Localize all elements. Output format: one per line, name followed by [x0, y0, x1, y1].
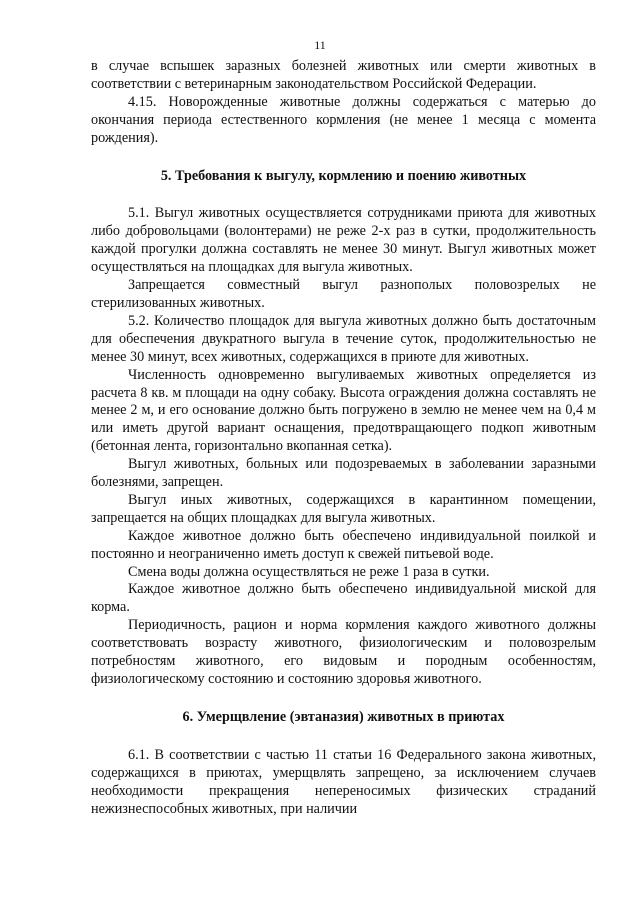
paragraph: Выгул животных, больных или подозреваемых в заболевании заразными болезнями, запрещен.	[91, 456, 596, 491]
paragraph: Каждое животное должно быть обеспечено индивидуальной поилкой и постоянно и неограниченно иметь доступ к свежей питьевой воде.	[91, 527, 596, 562]
paragraph: в случае вспышек заразных болезней животных или смерти животных в соответствии с ветеринарным законодательством Российской Федерации.	[91, 58, 596, 92]
paragraph: Периодичность, рацион и норма кормления каждого животного должны соответствовать возрасту животного, физиологическим и половозрелым потребностям животного, его видовым и породным особенностям, физиологическому состоянию и состоянию здоровья животного.	[91, 617, 596, 687]
paragraph: 4.15. Новорожденные животные должны содержаться с матерью до окончания периода естественного кормления (не менее 1 месяца с момента рождения).	[91, 93, 596, 146]
paragraph: 5.1. Выгул животных осуществляется сотрудниками приюта для животных либо добровольцами (волонтерами) не реже 2-х раз в сутки, продолжительность каждой прогулки должна составлять не менее 30 минут. Выгул животных может осуществляться на площадках для выгула животных.	[91, 205, 596, 276]
page-number: 11	[314, 38, 326, 52]
paragraph: 6.1. В соответствии с частью 11 статьи 16 Федерального закона животных, содержащихся в приютах, умерщвлять запрещено, за исключением случаев необходимости прекращения непереносимых физических страданий нежизнеспособных животных, при наличии	[91, 746, 596, 817]
paragraph: Каждое животное должно быть обеспечено индивидуальной миской для корма.	[91, 581, 596, 616]
paragraph: 5.2. Количество площадок для выгула животных должно быть достаточным для обеспечения двукратного выгула в течение суток, продолжительностью не менее 30 минут, всех животных, содержащихся в приюте для животных.	[91, 312, 596, 365]
document-body	[91, 58, 596, 818]
paragraph: Выгул иных животных, содержащихся в карантинном помещении, запрещается на общих площадках для выгула животных.	[91, 491, 596, 526]
paragraph: Запрещается совместный выгул разнополых половозрелых не стерилизованных животных.	[91, 277, 596, 311]
section-6-heading: 6. Умерщвление (эвтаназия) животных в приютах	[182, 708, 505, 725]
section-5-heading: 5. Требования к выгулу, кормлению и поению животных	[160, 167, 527, 184]
paragraph: Численность одновременно выгуливаемых животных определяется из расчета 8 кв. м площади на одну собаку. Высота ограждения должна составлять не менее 2 м, и его основание должно быть погружено в землю не менее чем на 0,4 м или иметь другой вариант оснащения, предотвращающего подкоп животным (бетонная лента, горизонтально вкопанная сетка).	[91, 366, 596, 455]
paragraph: Смена воды должна осуществляться не реже 1 раза в сутки.	[128, 563, 490, 580]
